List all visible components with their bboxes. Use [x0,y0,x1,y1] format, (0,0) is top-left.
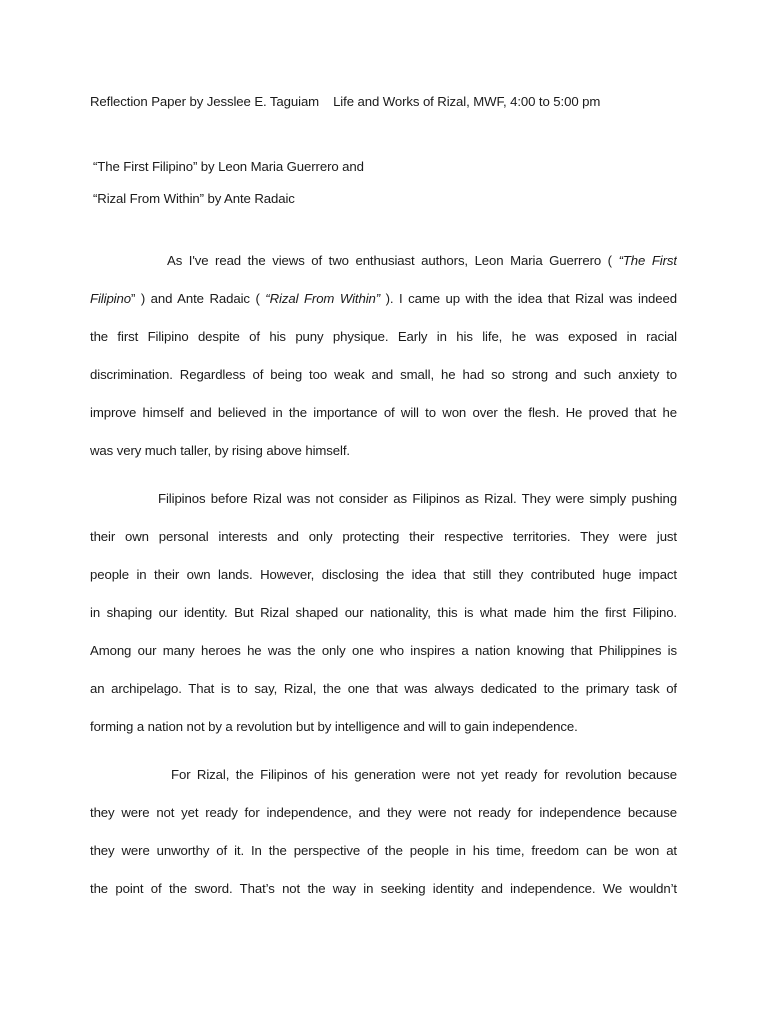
header-author: Reflection Paper by Jesslee E. Taguiam [90,94,320,109]
paragraph-1-line-2: Filipino” ) and Ante Radaic ( “Rizal From Within” ). I came up with the idea that Rizal was indeed [90,291,677,306]
paragraph-1-line-4: discrimination. Regardless of being too weak and small, he had so strong and such anxiety to [90,367,677,382]
paragraph-2-line-6: an archipelago. That is to say, Rizal, the one that was always dedicated to the primary task of [90,681,677,696]
paragraph-2-line-7: forming a nation not by a revolution but by intelligence and will to gain independence. [90,719,578,734]
paragraph-2-line-1: Filipinos before Rizal was not consider as Filipinos as Rizal. They were simply pushing [158,491,677,506]
title-line-1: “The First Filipino” by Leon Maria Guerrero and [93,159,364,174]
title-line-2: “Rizal From Within” by Ante Radaic [93,191,295,206]
paragraph-2-line-3: people in their own lands. However, disclosing the idea that still they contributed huge impact [90,567,677,582]
paragraph-1-line-3: the first Filipino despite of his puny physique. Early in his life, he was exposed in racial [90,329,677,344]
paragraph-1-line-6: was very much taller, by rising above himself. [90,443,350,458]
paragraph-2-line-5: Among our many heroes he was the only one who inspires a nation knowing that Philippines is [90,643,677,658]
paragraph-3-line-3: they were unworthy of it. In the perspective of the people in his time, freedom can be won at [90,843,677,858]
paragraph-1-line-1: As I've read the views of two enthusiast authors, Leon Maria Guerrero ( “The First [167,253,677,268]
header-course: Life and Works of Rizal, MWF, 4:00 to 5:00 pm [333,94,601,109]
paragraph-3-line-1: For Rizal, the Filipinos of his generation were not yet ready for revolution because [171,767,677,782]
paragraph-3-line-4: the point of the sword. That’s not the way in seeking identity and independence. We wouldn’t [90,881,677,896]
paragraph-2-line-2: their own personal interests and only protecting their respective territories. They were just [90,529,677,544]
paragraph-2-line-4: in shaping our identity. But Rizal shaped our nationality, this is what made him the first Filipino. [90,605,677,620]
paragraph-1-line-5: improve himself and believed in the importance of will to won over the flesh. He proved that he [90,405,677,420]
paragraph-3-line-2: they were not yet ready for independence, and they were not ready for independence because [90,805,677,820]
paper-header [90,94,600,109]
